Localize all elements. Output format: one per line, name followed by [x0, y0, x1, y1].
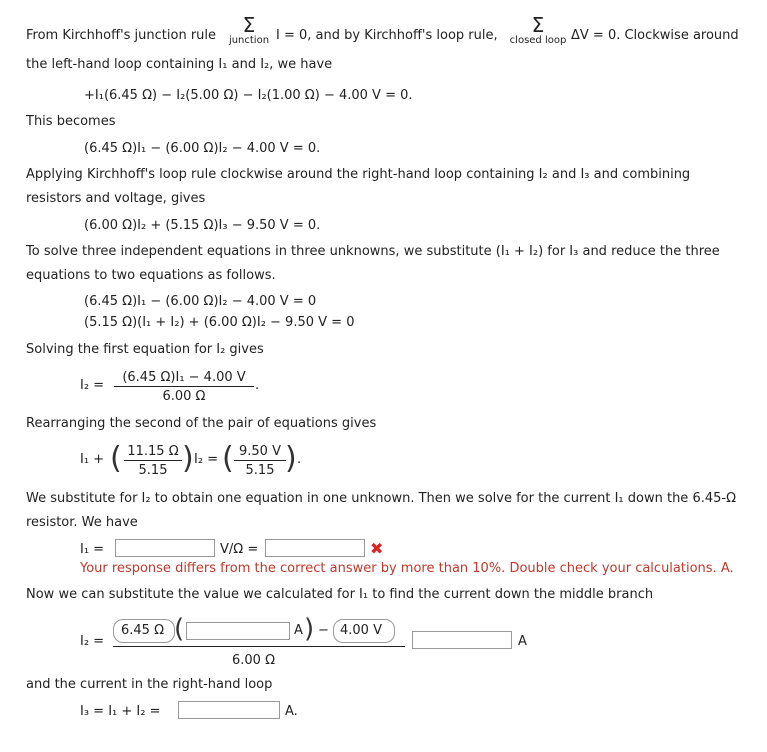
- i3-input[interactable]: [178, 701, 280, 719]
- sigma-symbol: Σ: [242, 13, 256, 37]
- i1-expression-input[interactable]: [115, 539, 215, 557]
- eq6-mid: I₂ =: [194, 452, 219, 467]
- text-becomes: This becomes: [26, 114, 116, 129]
- equation-3: (6.00 Ω)I₂ + (5.15 Ω)I₃ − 9.50 V = 0.: [84, 218, 321, 233]
- text-now: Now we can substitute the value we calculated for I₁ to find the current down the middle branch: [26, 587, 654, 602]
- i1-value-input[interactable]: [265, 539, 365, 557]
- eq7-lhs: I₂ =: [80, 634, 105, 649]
- text-substitute-2: resistor. We have: [26, 515, 138, 530]
- sum-subscript: closed loop: [509, 35, 567, 46]
- voltage-value: 4.00 V: [340, 623, 382, 638]
- sigma-symbol: Σ: [531, 13, 545, 37]
- eq7-denominator: 6.00 Ω: [232, 653, 276, 668]
- top-bar: [0, 0, 767, 6]
- ans1-unit: V/Ω =: [220, 542, 259, 557]
- text-first-equation: Solving the first equation for I₂ gives: [26, 342, 264, 357]
- loop-sum: [506, 15, 570, 46]
- error-message: Your response differs from the correct answer by more than 10%. Double check your calculations. A.: [80, 561, 734, 576]
- equation-4: (6.45 Ω)I₁ − (6.00 Ω)I₂ − 4.00 V = 0: [84, 294, 317, 309]
- fraction-denominator: 5.15: [245, 463, 275, 478]
- left-paren: (: [110, 441, 122, 476]
- ans1-lhs: I₁ =: [80, 542, 105, 557]
- fraction-numerator: 9.50 V: [234, 444, 286, 461]
- fraction-b: [234, 444, 286, 478]
- right-paren: ): [304, 614, 315, 644]
- eq6-lhs: I₁ +: [80, 452, 105, 467]
- eq7-a-unit: A: [294, 623, 303, 638]
- fraction-numerator: 11.15 Ω: [124, 444, 182, 461]
- equation-2: (6.45 Ω)I₁ − (6.00 Ω)I₂ − 4.00 V = 0.: [84, 141, 321, 156]
- junction-sum: [226, 15, 272, 46]
- eq6-tail: .: [297, 452, 302, 467]
- left-paren: (: [174, 614, 185, 644]
- left-paren: (: [222, 441, 234, 476]
- text-substitute-1: We substitute for I₂ to obtain one equation in one unknown. Then we solve for the current I₁ down the 6.45-Ω: [26, 491, 737, 506]
- eq7-minus: −: [318, 623, 329, 638]
- resistance-value: 6.45 Ω: [121, 623, 165, 638]
- fraction-denominator: 5.15: [138, 463, 168, 478]
- intro-text-c: ΔV = 0. Clockwise around: [571, 28, 739, 43]
- text-solve-1: To solve three independent equations in three unknowns, we substitute (I₁ + I₂) for I₃ and reduce the three: [26, 244, 720, 259]
- fraction-i2: [114, 370, 254, 404]
- text-apply-2: resistors and voltage, gives: [26, 191, 206, 206]
- equation-1: +I₁(6.45 Ω) − I₂(5.00 Ω) − I₂(1.00 Ω) − 4.00 V = 0.: [84, 88, 413, 103]
- frac1-lhs: I₂ =: [80, 378, 105, 393]
- intro-text-d: the left-hand loop containing I₁ and I₂, we have: [26, 57, 333, 72]
- text-apply-1: Applying Kirchhoff's loop rule clockwise around the right-hand loop containing I₂ and I₃ and combining: [26, 167, 691, 182]
- eq8-unit: A.: [285, 704, 298, 719]
- equation-5: (5.15 Ω)(I₁ + I₂) + (6.00 Ω)I₂ − 9.50 V = 0: [84, 315, 355, 330]
- sum-subscript: junction: [228, 35, 270, 46]
- eq7-unit: A: [518, 634, 527, 649]
- intro-text-a: From Kirchhoff's junction rule: [26, 28, 217, 43]
- fraction-a: [124, 444, 182, 478]
- right-paren: ): [285, 441, 297, 476]
- i2-result-input[interactable]: [412, 631, 512, 649]
- text-right-loop: and the current in the right-hand loop: [26, 677, 273, 692]
- i1-substitute-input[interactable]: [186, 622, 290, 640]
- fraction-denominator: 6.00 Ω: [162, 389, 206, 404]
- error-x-icon: ✖: [370, 539, 384, 558]
- frac1-tail: .: [255, 378, 260, 393]
- fraction-numerator: (6.45 Ω)I₁ − 4.00 V: [114, 370, 254, 387]
- eq8-lhs: I₃ = I₁ + I₂ =: [80, 704, 161, 719]
- text-rearrange: Rearranging the second of the pair of equations gives: [26, 416, 377, 431]
- fraction-bar: [113, 646, 405, 647]
- text-solve-2: equations to two equations as follows.: [26, 268, 276, 283]
- intro-text-b: I = 0, and by Kirchhoff's loop rule,: [276, 28, 498, 43]
- right-paren: ): [182, 441, 194, 476]
